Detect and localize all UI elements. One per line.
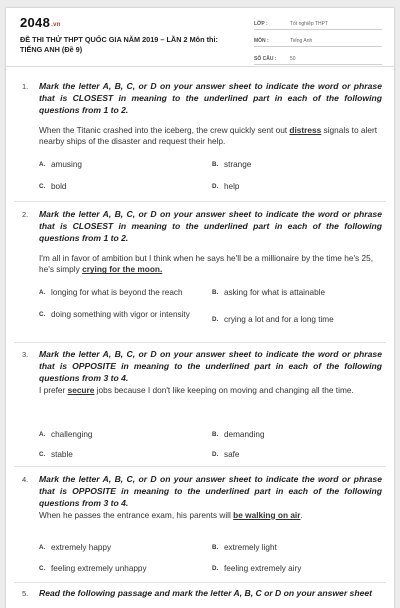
option-letter: B. — [212, 544, 219, 551]
underlined-word: distress — [289, 124, 322, 135]
question-divider — [14, 466, 386, 467]
option-letter: D. — [212, 451, 219, 458]
option-a[interactable] — [39, 160, 201, 171]
question-instruction: Mark the letter A, B, C, or D on your answer sheet to indicate the word or phrase that is OPPOSITE in meaning to the underlined part in each of the following questions from 3 to 4. — [39, 474, 382, 509]
option-text: crying a lot and for a long time — [224, 315, 334, 324]
exam-title: ĐỀ THI THỬ THPT QUỐC GIA NĂM 2019 – LẦN 2 Môn thi: TIẾNG ANH (Đề 9) — [20, 35, 218, 54]
question-text — [39, 385, 379, 397]
option-letter: D. — [212, 316, 219, 323]
text-before: When he passes the entrance exam, his parents will — [39, 509, 234, 520]
question-divider — [14, 342, 386, 343]
question-instruction: Mark the letter A, B, C, or D on your answer sheet to indicate the word or phrase that is OPPOSITE in meaning to the underlined part in each of the following questions from 3 to 4. — [39, 349, 382, 384]
question-text — [39, 253, 379, 277]
option-b[interactable] — [212, 160, 374, 171]
option-letter: D. — [212, 183, 219, 190]
option-c[interactable] — [39, 182, 201, 193]
logo-main: 2048 — [20, 15, 51, 30]
meta-value: 50 — [290, 55, 296, 62]
text-after: signals to alert nearby ships of the disaster and request their help. — [39, 124, 378, 147]
text-before: I prefer — [39, 384, 68, 395]
site-logo[interactable] — [20, 15, 61, 30]
option-text: amusing — [51, 160, 82, 169]
option-letter: C. — [39, 183, 46, 190]
option-text: help — [224, 182, 240, 191]
question-2 — [6, 208, 394, 324]
option-c[interactable] — [39, 564, 201, 575]
question-instruction: Read the following passage and mark the letter A, B, C or D on your answer sheet — [39, 588, 372, 598]
option-text: feeling extremely unhappy — [51, 564, 147, 573]
meta-key: SỐ CÂU : — [254, 55, 277, 62]
option-letter: A. — [39, 289, 46, 296]
question-instruction: Mark the letter A, B, C, or D on your answer sheet to indicate the word or phrase that is CLOSEST in meaning to the underlined part in each of the following questions from 1 to 2. — [39, 209, 382, 244]
underlined-phrase: be walking on air — [233, 509, 301, 520]
exam-page — [6, 8, 394, 608]
question-number: 3. — [22, 350, 29, 359]
option-text: longing for what is beyond the reach — [51, 288, 183, 297]
option-letter: A. — [39, 544, 46, 551]
option-letter: C. — [39, 451, 46, 458]
option-b[interactable] — [212, 543, 374, 554]
question-5 — [6, 587, 394, 599]
option-a[interactable] — [39, 430, 201, 441]
option-letter: B. — [212, 161, 219, 168]
option-d[interactable] — [212, 182, 374, 193]
option-text: demanding — [224, 430, 265, 439]
option-letter: C. — [39, 311, 46, 318]
question-4 — [6, 473, 394, 573]
option-letter: C. — [39, 565, 46, 572]
question-3 — [6, 348, 394, 459]
option-letter: A. — [39, 431, 46, 438]
option-d[interactable] — [212, 315, 389, 326]
meta-value: Tốt nghiệp THPT — [290, 20, 328, 27]
question-number: 4. — [22, 475, 29, 484]
option-text: feeling extremely airy — [224, 564, 302, 573]
question-divider — [14, 201, 386, 202]
question-text — [39, 510, 379, 522]
option-text: extremely light — [224, 543, 277, 552]
option-letter: B. — [212, 289, 219, 296]
option-b[interactable] — [212, 430, 374, 441]
question-number: 5. — [22, 589, 29, 598]
option-d[interactable] — [212, 450, 374, 461]
option-text: strange — [224, 160, 252, 169]
option-d[interactable] — [212, 564, 374, 575]
meta-value: Tiếng Anh — [290, 38, 313, 44]
meta-row-count — [254, 51, 382, 65]
underlined-phrase: crying for the moon. — [82, 264, 163, 275]
option-text: bold — [51, 182, 67, 191]
option-text: stable — [51, 450, 73, 459]
text-after: . — [300, 509, 303, 520]
exam-header — [6, 8, 394, 67]
option-a[interactable] — [39, 543, 201, 554]
option-text: challenging — [51, 430, 93, 439]
option-a[interactable] — [39, 288, 216, 299]
meta-row-class — [254, 16, 382, 30]
option-text: extremely happy — [51, 543, 112, 552]
question-divider — [14, 582, 386, 583]
question-number: 2. — [22, 210, 29, 219]
option-c[interactable] — [39, 310, 191, 321]
text-after: jobs because I don't like keeping on moving and changing all the time. — [94, 384, 354, 395]
logo-suffix: .vn — [51, 22, 61, 28]
option-c[interactable] — [39, 450, 201, 461]
underlined-word: secure — [67, 384, 95, 395]
meta-row-subject — [254, 34, 382, 48]
text-before: I'm all in favor of ambition but I think when he says he'll be a millionaire by the time he's 25, he's simply — [39, 252, 374, 275]
question-number: 1. — [22, 82, 29, 91]
option-letter: D. — [212, 565, 219, 572]
meta-key: LỚP : — [254, 20, 268, 27]
option-b[interactable] — [212, 288, 389, 299]
exam-meta — [254, 16, 382, 69]
option-letter: B. — [212, 431, 219, 438]
option-text: doing something with vigor or intensity — [51, 310, 190, 319]
option-letter: A. — [39, 161, 46, 168]
option-text: safe — [224, 450, 240, 459]
option-text: asking for what is attainable — [224, 288, 326, 297]
question-instruction: Mark the letter A, B, C, or D on your answer sheet to indicate the word or phrase that is CLOSEST in meaning to the underlined part in each of the following questions from 1 to 2. — [39, 81, 382, 116]
question-text — [39, 125, 379, 149]
question-1 — [6, 80, 394, 191]
meta-key: MÔN : — [254, 38, 269, 44]
text-before: When the Titanic crashed into the iceberg, the crew quickly sent out — [39, 124, 290, 135]
